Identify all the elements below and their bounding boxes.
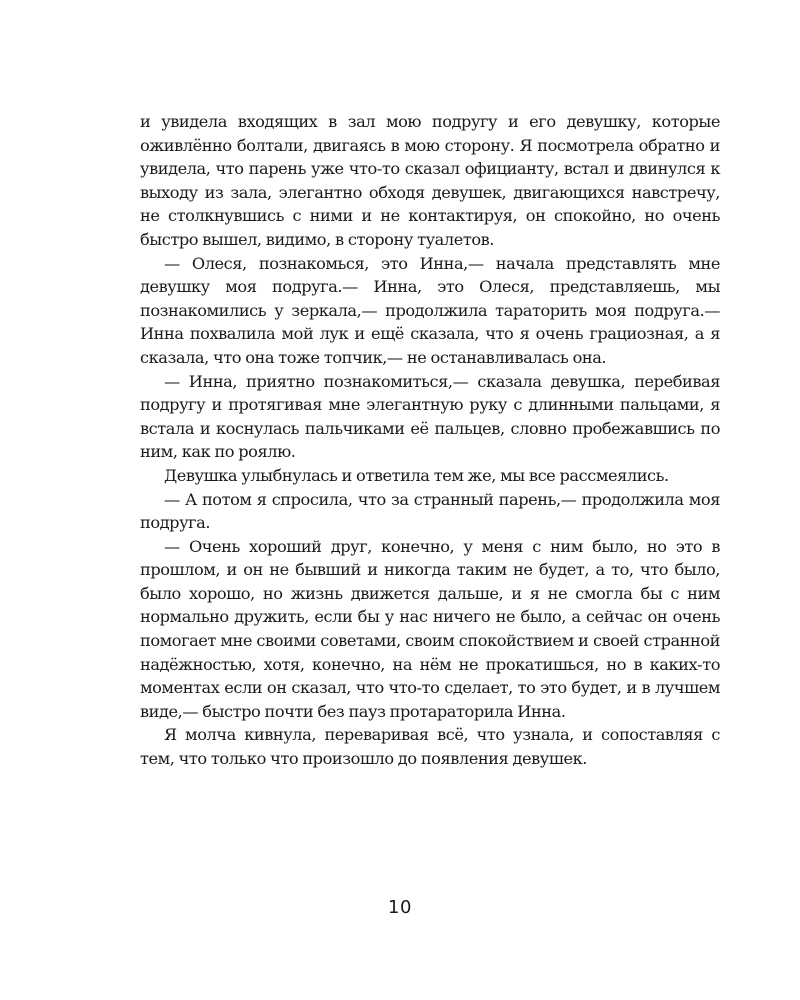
paragraph-2: — Олеся, познакомься, это Инна,— начала представлять мне девушку моя подруга.— Инна, это Олеся, представляешь, мы познакомились у зеркала,— продолжила тараторить моя подруга.— Инна похвалила мой лук и ещё сказала, что я очень грациозная, а я сказала, что она тоже топчик,— не останавливалась она. bbox=[140, 253, 720, 367]
paragraph-1: и увидела входящих в зал мою подругу и его девушку, которые оживлённо болтали, двигаясь в мою сторону. Я посмотрела обратно и увидела, что парень уже что-то сказал официанту, встал и двинулся к выходу из зала, элегантно обходя девушек, двигающихся навстречу, не столкнувшись с ними и не контактируя, он спокойно, но очень быстро вышел, видимо, в сторону туалетов. bbox=[140, 112, 720, 249]
paragraph-7: Я молча кивнула, переваривая всё, что узнала, и сопоставляя с тем, что только что произошло до появления девушек. bbox=[140, 725, 720, 769]
paragraph-5: — А потом я спросила, что за странный парень,— продолжила моя подруга. bbox=[140, 489, 720, 533]
paragraph-4: Девушка улыбнулась и ответила тем же, мы все рассмеялись. bbox=[164, 465, 669, 485]
paragraph-3: — Инна, приятно познакомиться,— сказала девушка, перебивая подругу и протягивая мне элегантную руку с длинными пальцами, я встала и коснулась пальчиками её пальцев, словно пробежавшись по ним, как по роялю. bbox=[140, 371, 720, 462]
paragraph-6: — Очень хороший друг, конечно, у меня с ним было, но это в прошлом, и он не бывший и никогда таким не будет, а то, что было, было хорошо, но жизнь движется дальше, и я не смогла бы с ним нормально дружить, если бы у нас ничего не было, а сейчас он очень помогает мне своими советами, своим спокойствием и своей странной надёжностью, хотя, конечно, на нём не прокатишься, но в каких-то моментах если он сказал, что что-то сделает, то это будет, и в лучшем виде,— быстро почти без пауз протараторила Инна. bbox=[140, 536, 720, 721]
body-text bbox=[140, 110, 720, 771]
page-number: 10 bbox=[388, 897, 412, 918]
